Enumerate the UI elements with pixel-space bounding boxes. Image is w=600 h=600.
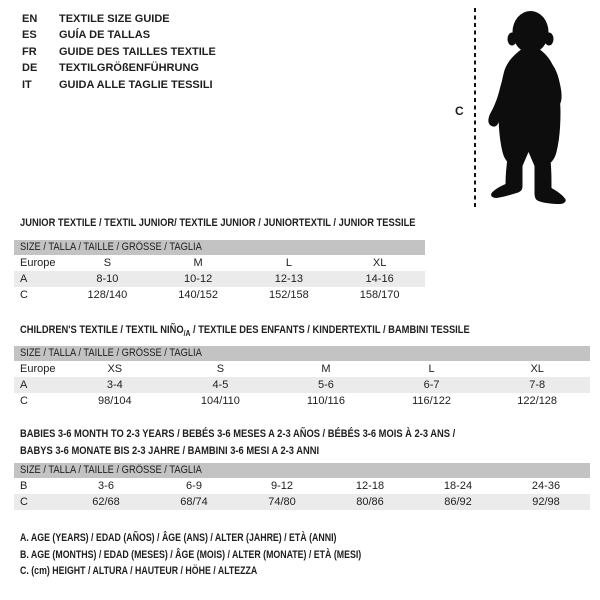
language-code: EN <box>22 13 38 25</box>
size-cell: M <box>193 257 203 269</box>
language-title-list <box>22 11 216 93</box>
value-cell: 98/104 <box>97 395 132 407</box>
size-cell: XS <box>107 363 123 375</box>
table-row-sizes <box>14 255 425 271</box>
size-header-bar <box>14 463 590 478</box>
size-header-label: SIZE / TALLA / TAILLE / GRÖSSE / TAGLIA <box>20 241 202 253</box>
language-code: IT <box>22 78 32 91</box>
language-title: TEXTILGRÖßENFÜHRUNG <box>59 62 199 75</box>
language-code: DE <box>22 62 38 75</box>
value-cell: 158/170 <box>359 289 400 301</box>
size-header-label: SIZE / TALLA / TAILLE / GRÖSSE / TAGLIA <box>20 347 202 359</box>
height-measure-dashed-line <box>474 8 476 208</box>
value-cell: 80/86 <box>356 496 384 508</box>
value-cell: 68/74 <box>180 496 208 508</box>
table-row-age <box>14 377 590 393</box>
value-cell: 6-7 <box>423 379 440 391</box>
row-label: C <box>20 289 28 301</box>
value-cell: 128/140 <box>87 289 128 301</box>
value-cell: 4-5 <box>212 379 229 391</box>
language-code: FR <box>22 45 37 58</box>
size-cell: M <box>321 363 331 375</box>
value-cell: 8-10 <box>96 273 119 285</box>
children-size-table <box>14 346 590 409</box>
row-label: C <box>20 395 28 407</box>
value-cell: 86/92 <box>444 496 472 508</box>
footnote-age-months: B. AGE (MONTHS) / EDAD (MESES) / ÂGE (MOIS) / ALTER (MONATE) / ETÀ (MESI) <box>20 548 362 561</box>
language-title: GUIDA ALLE TAGLIE TESSILI <box>59 78 213 91</box>
legend-footnotes <box>20 530 580 580</box>
row-label: B <box>20 480 28 492</box>
row-label: Europe <box>20 363 56 375</box>
table-row-age <box>14 271 425 287</box>
junior-section-title: JUNIOR TEXTILE / TEXTIL JUNIOR/ TEXTILE JUNIOR / JUNIORTEXTIL / JUNIOR TESSILE <box>20 217 416 229</box>
value-cell: 9-12 <box>270 480 294 492</box>
row-label: C <box>20 496 28 508</box>
children-title-subscript: /A <box>183 329 191 339</box>
table-row-height <box>14 393 590 409</box>
size-cell: S <box>103 257 112 269</box>
language-code: ES <box>22 29 37 42</box>
value-cell: 18-24 <box>443 480 473 492</box>
value-cell: 10-12 <box>184 273 213 285</box>
row-label: A <box>20 273 28 285</box>
size-cell: L <box>285 257 292 269</box>
value-cell: 140/152 <box>178 289 218 301</box>
language-title: GUÍA DE TALLAS <box>59 29 151 42</box>
size-cell: XL <box>372 257 387 269</box>
value-cell: 3-6 <box>98 480 114 492</box>
value-cell: 92/98 <box>532 496 560 508</box>
size-header-bar <box>14 240 425 255</box>
size-header-bar <box>14 346 590 361</box>
footnote-age-years: A. AGE (YEARS) / EDAD (AÑOS) / ÂGE (ANS) / ALTER (JAHRE) / ETÀ (ANNI) <box>20 532 337 544</box>
value-cell: 62/68 <box>92 496 120 508</box>
babies-size-table <box>14 463 590 510</box>
value-cell: 12-18 <box>355 480 385 492</box>
row-label: A <box>20 379 28 391</box>
language-title: TEXTILE SIZE GUIDE <box>59 13 170 25</box>
children-section-title <box>20 324 573 338</box>
value-cell: 74/80 <box>268 496 296 508</box>
babies-title-line2: BABYS 3-6 MONATE BIS 2-3 JAHRE / BAMBINI 3-6 MESI A 2-3 ANNI <box>20 445 320 457</box>
babies-title-line1: BABIES 3-6 MONTH TO 2-3 YEARS / BEBÉS 3-6 MESES A 2-3 AÑOS / BÉBÉS 3-6 MOIS À 2-3 ANS / <box>20 428 456 440</box>
language-row-en <box>22 11 216 27</box>
junior-size-table <box>14 240 425 303</box>
language-title: GUIDE DES TAILLES TEXTILE <box>59 45 216 58</box>
value-cell: 6-9 <box>186 480 202 492</box>
language-row-fr <box>22 44 216 60</box>
table-row-height <box>14 494 590 510</box>
size-header-label: SIZE / TALLA / TAILLE / GRÖSSE / TAGLIA <box>20 464 202 476</box>
value-cell: 152/158 <box>268 289 309 301</box>
value-cell: 24-36 <box>531 480 561 492</box>
value-cell: 12-13 <box>274 273 303 285</box>
value-cell: 3-4 <box>106 379 123 391</box>
footnote-height-cm: C. (cm) HEIGHT / ALTURA / HAUTEUR / HÖHE / ALTEZZA <box>20 565 258 577</box>
language-row-es <box>22 27 216 43</box>
toddler-silhouette-image <box>482 8 578 208</box>
table-row-height <box>14 287 425 303</box>
language-row-de <box>22 60 216 76</box>
table-row-age-months <box>14 478 590 494</box>
value-cell: 104/110 <box>200 395 240 407</box>
value-cell: 122/128 <box>517 395 558 407</box>
value-cell: 116/122 <box>412 395 452 407</box>
value-cell: 5-6 <box>318 379 334 391</box>
value-cell: 110/116 <box>306 395 346 407</box>
size-cell: XL <box>530 363 544 375</box>
babies-section-title <box>20 426 573 460</box>
row-label: Europe <box>20 257 56 269</box>
children-title-part2: / TEXTILE DES ENFANTS / KINDERTEXTIL / BAMBINI TESSILE <box>190 324 470 336</box>
height-measure-label: C <box>455 104 464 118</box>
size-cell: S <box>216 363 225 375</box>
table-row-sizes <box>14 361 590 377</box>
language-row-it <box>22 77 216 93</box>
size-cell: L <box>428 363 435 375</box>
value-cell: 7-8 <box>529 379 546 391</box>
value-cell: 14-16 <box>365 273 394 285</box>
children-title-part1: CHILDREN'S TEXTILE / TEXTIL NIÑO <box>20 324 184 336</box>
